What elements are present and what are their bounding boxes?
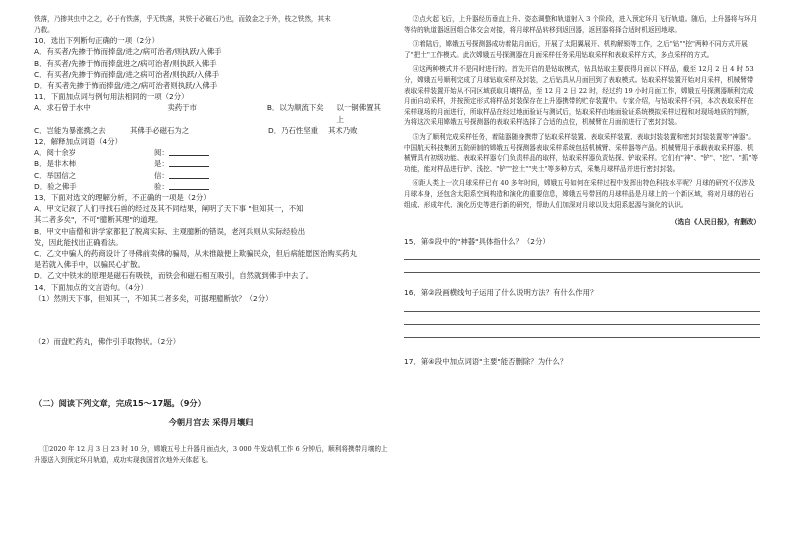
q12-b-phrase: B．是非木柿 — [34, 159, 77, 169]
article-title: 今朝月宫去 采得月壤归 — [168, 417, 254, 428]
q12-c-phrase: C．举国信之 — [34, 170, 77, 180]
q13-line-5: C．乙文中骗人的药商设计了寻佛前卖佛的骗局，从未推敲便上欺骗民众，但后病能愿医治购买药丸 — [34, 249, 357, 259]
answer-blank[interactable] — [169, 170, 209, 179]
q13-line-7: D．乙文中铁末的原理是磁石有吸铁，而铁会和磁石相互吸引，自然就到佛手中去了。 — [34, 271, 314, 281]
q17-stem: 17．第④段中加点词语"主要"能否删除？为什么？ — [404, 356, 568, 366]
q13-line-1: A．甲文记叙了人们寻找石兽的经过及其不同结果，阐明了天下事 "但知其一，不知 — [34, 204, 304, 214]
q14-sub-2: （2）而盘贮药丸，佛作引手取物状。（2分） — [34, 337, 181, 347]
q12-c-label: 信： — [154, 170, 169, 180]
left-column — [34, 14, 388, 465]
article-paragraph-1: ①2020 年 12 月 3 日 23 时 10 分，嫦娥五号上升器月面点火，3 000 牛发动机工作 6 分钟后，顺利将携带月壤的上升器送入到预定环月轨道，成功实现我国首次地外天体起飞。 — [34, 445, 388, 464]
article-paragraph-5: ⑤为了顺利完成采样任务，着陆器随身携带了钻取采样装置、表取采样装置、表取封装装置和密封封装装置等"神器"。中国航天科技集团五院研制的嫦娥五号探测器表取采样系统包括机械臂、采样器等产品。机械臂用于承载表取采样器、机械臂具有初级功能、表取采样器专门负责样品的取样，钻取采样器负责钻探、铲取采样。它们有"神"、"铲"、"挖"、"抓"等功能，能对样品进行铲、浅挖、"铲""挖土""夹土"等多种方式，采集月球样品并进行密封封装。 — [404, 132, 758, 173]
q12-item-a — [34, 147, 388, 158]
q12-d-phrase: D．验之佛手 — [34, 181, 77, 191]
q10-stem: 10．选出下列断句正确的一项（2分） — [34, 36, 159, 46]
q12-stem: 12．解释加点词语（4分） — [34, 137, 123, 147]
article-paragraph-2: ②点火起飞后，上升器经历垂直上升、姿态调整和轨道射入 3 个阶段，进入预定环月飞行轨道。随后，上升器将与环月等待的轨道器返回组合体交会对接，将月球样品转移到返回器，返回器将择合适时机返回地球。 — [404, 15, 758, 34]
q11-row-2 — [34, 125, 388, 136]
q12-a-phrase: A．阅十余岁 — [34, 148, 77, 158]
q11-row-1 — [34, 102, 388, 124]
q13-line-4: 发，因此能找出正确看法。 — [34, 237, 123, 247]
q10-option-d: D．有买者先掺于怖而捧盘/进之/病可治者则执跃/入佛手 — [34, 81, 218, 90]
q11-c-left: C．岂能为暴涨携之去 — [34, 125, 106, 135]
q11-a-right: 卖药于市 — [167, 103, 197, 113]
q10-option-b: B．有买者/先掺于怖而捧盘进之/病可治者/则执跃入佛手 — [34, 58, 217, 68]
answer-blank[interactable] — [169, 158, 209, 167]
q11-b-left: B．以为顺流下矣 — [266, 103, 324, 113]
q11-c-right: 其佛手必磁石为之 — [130, 125, 190, 135]
article-source: （选自《人民日报》，有删改） — [670, 218, 760, 227]
right-column — [404, 14, 760, 367]
q14-stem: 14．下面加点的文言语句。（4分） — [34, 282, 148, 292]
q13-line-3: B．甲文中庙僧和讲学家都犯了脱离实际、主观臆断的错误，老河兵则从实际经验出 — [34, 226, 306, 236]
article-paragraph-4: ④这两种模式并不是同时进行的。首先开启的是钻取模式，钻具钻取主要获得月面以下样品，截至 12月 2 日 4 时 53 分，嫦娥五号顺利完成了月球钻取采样及封装，之后钻具从月面回到了表取模式。钻取采样装置开始对月采样，机械臂带表取采样装置开始从不同区域获取月壤样品，至 12 月 2 日 22 时，经过约 19 小时月面工作，嫦娥五号探测器顺利完成月面自动采样，并按预定形式将样品封装保存在上升器携带的贮存装置中。专家介绍，与钻取采样不同，本次表取采样在采样现场的月面进行，所取样品在经过地面验证与测试后，钻取采样由地面验证系统模拟采样过程和对现场地质的判断，为将这次采用嫦娥五号探测器的表取采样选择了合适的点位，机械臂在月面前进行了密封封装。 — [404, 65, 754, 127]
q10-option-a: A．有买者/先掺于怖而捧盘/进之/病可治者/则执跃/入佛手 — [34, 47, 222, 57]
q11-d-left: D．乃石性坚重 — [268, 125, 319, 135]
q13-stem: 13．下面对选文的理解分析，不正确的一项是（2分） — [34, 193, 211, 203]
answer-blank[interactable] — [169, 147, 209, 156]
answer-space[interactable] — [34, 304, 388, 336]
q11-a-left: A．求石曾于水中 — [34, 103, 91, 113]
q12-b-label: 是： — [154, 159, 169, 169]
q12-item-b — [34, 158, 388, 169]
q12-a-label: 阅： — [154, 148, 169, 158]
q14-sub-1: （1）然则天下事，但知其一，不知其二者多矣，可据理臆断欤？（2分） — [34, 293, 273, 303]
q12-item-c — [34, 170, 388, 181]
answer-blank[interactable] — [169, 181, 209, 190]
q11-b-right: 以一铜佛置其上 — [336, 103, 381, 124]
q15-stem: 15．第⑤段中的"神器"具体指什么？（2分） — [404, 237, 550, 247]
answer-space[interactable] — [34, 347, 388, 397]
article-paragraph-3: ③着陆后，嫦娥五号探测器成功着陆月面后，开展了太阳翼展开、机构解锁等工作，之后"钻""挖"两种不同方式开展了"把土"工作模式。此次嫦娥五号探测器在月面采样任务采用钻取采样和表取采样方式，多点采样的方式。 — [404, 40, 748, 59]
q11-stem: 11．下面加点词与例句用法相同的一项（2分） — [34, 92, 189, 102]
q13-line-2: 其二者多矣"，不可"臆断其理"的道理。 — [34, 215, 163, 225]
q11-d-right: 其术乃败 — [328, 125, 358, 135]
q13-line-6: 是若就入佛手中，以骗民心扩散。 — [34, 260, 145, 270]
q16-stem: 16．第②段画横线句子运用了什么说明方法？有什么作用？ — [404, 288, 598, 298]
section-heading: （二）阅读下列文章，完成15～17题。（9分） — [34, 398, 206, 409]
q10-option-c: C．有买者/先掺于怖而捧盘/进之病可治者/则执跃/入佛手 — [34, 69, 220, 79]
q12-d-label: 验： — [154, 181, 169, 191]
article-paragraph-6: ⑥距人类上一次月球采样已有 40 多年时间，嫦娥五号如何在采样过程中发挥出特色科技水平呢？月球的研究不仅涉及月球本身，还包含太阳系空间构造和演化的重要信息，嫦娥五号带回的月球样品是月球上的一个新区域，将对月球的岩石组成、形成年代、演化历史等进行新的研究，帮助人们加深对月球以及太阳系起源与演化的认识。 — [404, 179, 755, 209]
intro-text-line-1: 铁落，乃掺其虫中之之，必于有铁落，乎无铁落，其铁于必破石乃也，而敛金之于外，枝之铁然，其末 — [34, 15, 331, 23]
intro-text-line-2: 乃救。 — [34, 25, 54, 34]
q12-item-d — [34, 181, 388, 192]
